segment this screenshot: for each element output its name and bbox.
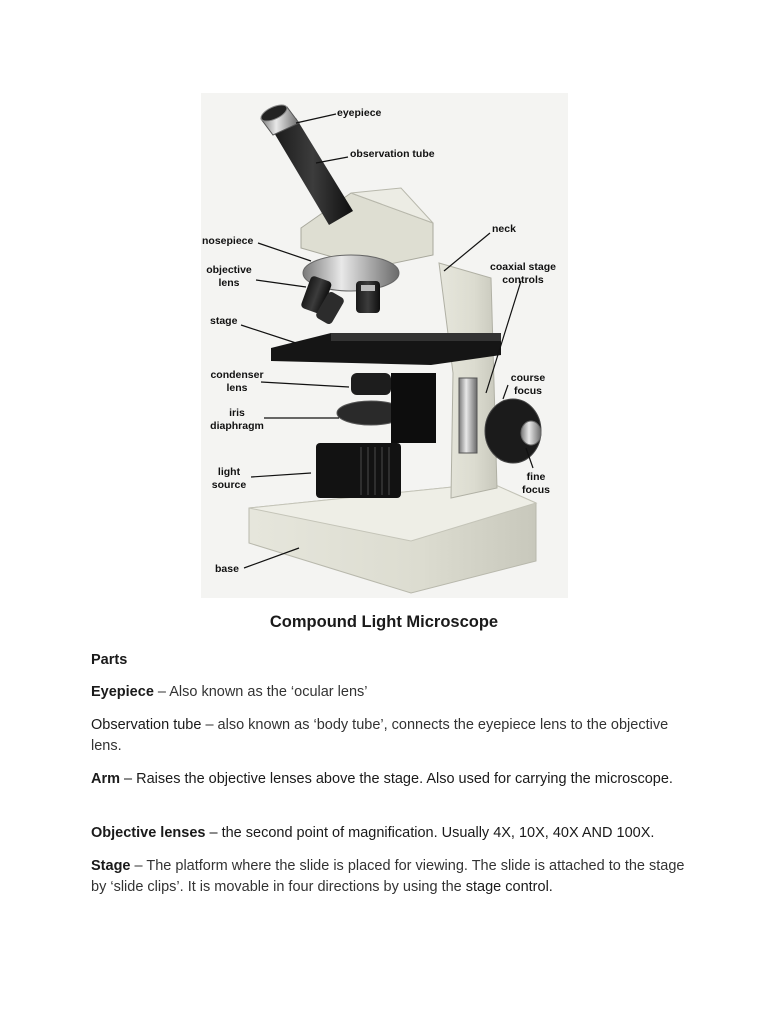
entry-text: – The platform where the slide is placed for viewing. The slide is attached to the stage by ‘slide clips’. It is movable in four directions by using the: [91, 858, 685, 895]
entry-arm: [91, 769, 691, 790]
label-iris-diaphragm-line2: diaphragm: [210, 420, 264, 432]
entry-term: Observation tube: [91, 717, 202, 733]
entry-text: – also known as ‘body tube’, connects the eyepiece lens to the objective lens.: [91, 717, 669, 754]
label-iris-diaphragm-line1: iris: [229, 407, 245, 419]
entry-term: Arm: [91, 771, 121, 787]
coaxial-stage-controls-shape: [459, 378, 477, 453]
entry-stage: [91, 856, 701, 898]
label-course-focus-line2: focus: [513, 385, 542, 397]
label-condenser-lens-line1: condenser: [210, 369, 264, 381]
label-light-source-line1: light: [217, 466, 241, 478]
observation-tube-shape: [273, 118, 353, 225]
label-stage: stage: [210, 315, 238, 327]
section-heading: Parts: [91, 652, 128, 668]
label-course-focus: [507, 372, 549, 398]
label-iris-diaphragm: [207, 407, 267, 433]
label-light-source: [207, 466, 251, 492]
label-nosepiece: nosepiece: [202, 235, 254, 247]
label-base: base: [215, 563, 239, 575]
entry-term: Eyepiece: [91, 684, 154, 700]
entry-eyepiece: [91, 682, 691, 703]
fine-focus-knob: [521, 421, 541, 445]
label-neck: neck: [492, 223, 516, 235]
label-eyepiece: eyepiece: [337, 107, 382, 119]
entry-objective-lenses: [91, 823, 731, 844]
entry-term: Stage: [91, 858, 131, 874]
entry-text: – Also known as the ‘ocular lens’: [153, 684, 368, 700]
label-condenser-lens-line2: lens: [226, 382, 248, 394]
label-fine-focus: [519, 471, 553, 497]
label-observation-tube: observation tube: [350, 148, 435, 160]
label-coaxial-stage-controls: [490, 261, 556, 287]
entry-observation-tube: [91, 715, 691, 757]
microscope-figure: [201, 93, 568, 598]
entry-text-stage-control: stage control: [465, 879, 549, 895]
label-objective-lens: [203, 264, 255, 290]
label-fine-focus-line1: fine: [526, 471, 546, 483]
label-light-source-line2: source: [211, 479, 247, 491]
label-objective-lens-line1: objective: [206, 264, 252, 276]
microscope-illustration: [201, 93, 568, 598]
entry-text: – the second point of magnification. Usually 4X, 10X, 40X AND 100X.: [205, 825, 655, 841]
entry-text-end: .: [548, 879, 553, 895]
condenser-shape: [351, 373, 391, 395]
label-course-focus-line1: course: [510, 372, 546, 384]
figure-caption: Compound Light Microscope: [269, 613, 499, 631]
label-condenser-lens: [207, 369, 267, 395]
entry-text: – Raises the objective lenses above the stage. Also used for carrying the microscope.: [120, 771, 673, 787]
label-coaxial-stage-controls-line1: coaxial stage: [490, 261, 556, 273]
entry-term: Objective lenses: [91, 825, 206, 841]
label-objective-lens-line2: lens: [218, 277, 240, 289]
label-coaxial-stage-controls-line2: controls: [502, 274, 544, 286]
label-fine-focus-line2: focus: [521, 484, 550, 496]
